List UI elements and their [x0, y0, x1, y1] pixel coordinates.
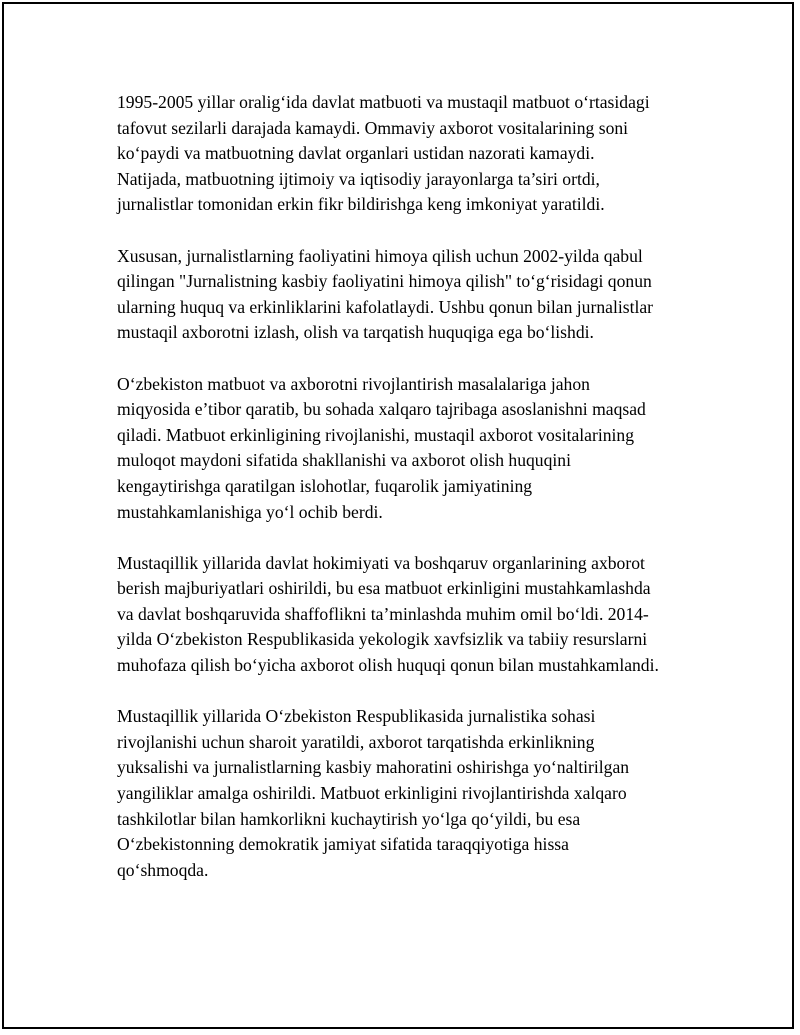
paragraph-2	[117, 244, 687, 346]
text-line: miqyosida e’tibor qaratib, bu sohada xalqaro tajribaga asoslanishni maqsad	[117, 399, 646, 420]
text-line: qiladi. Matbuot erkinligining rivojlanishi, mustaqil axborot vositalarining	[117, 424, 634, 445]
text-line: rivojlanishi uchun sharoit yaratildi, axborot tarqatishda erkinlikning	[117, 731, 595, 752]
text-line: Xususan, jurnalistlarning faoliyatini himoya qilish uchun 2002-yilda qabul	[117, 245, 643, 266]
text-line: berish majburiyatlari oshirildi, bu esa matbuot erkinligini mustahkamlashda	[117, 578, 651, 599]
text-line: yangiliklar amalga oshirildi. Matbuot erkinligini rivojlantirishda xalqaro	[117, 783, 627, 804]
text-line: va davlat boshqaruvida shaffoflikni ta’minlashda muhim omil bo‘ldi. 2014-	[117, 603, 649, 624]
text-line: muhofaza qilish bo‘yicha axborot olish huquqi qonun bilan mustahkamlandi.	[117, 655, 659, 676]
paragraph-5	[117, 704, 687, 883]
text-line: O‘zbekistonning demokratik jamiyat sifatida taraqqiyotiga hissa	[117, 834, 569, 855]
paragraph-1	[117, 90, 687, 218]
text-line: mustahkamlanishiga yo‘l ochib berdi.	[117, 501, 383, 522]
text-line: muloqot maydoni sifatida shakllanishi va axborot olish huquqini	[117, 450, 571, 471]
text-line: kengaytirishga qaratilgan islohotlar, fuqarolik jamiyatining	[117, 475, 533, 496]
text-line: 1995-2005 yillar oralig‘ida davlat matbuoti va mustaqil matbuot o‘rtasidagi	[117, 92, 650, 112]
text-line: Natijada, matbuotning ijtimoiy va iqtisodiy jarayonlarga ta’siri ortdi,	[117, 168, 600, 189]
text-line: O‘zbekiston matbuot va axborotni rivojlantirish masalalariga jahon	[117, 373, 590, 394]
text-line: ko‘paydi va matbuotning davlat organlari ustidan nazorati kamaydi.	[117, 143, 595, 164]
text-line: qo‘shmoqda.	[117, 859, 209, 880]
text-line: yuksalishi va jurnalistlarning kasbiy mahoratini oshirishga yo‘naltirilgan	[117, 757, 630, 778]
text-line: jurnalistlar tomonidan erkin fikr bildirishga keng imkoniyat yaratildi.	[117, 194, 605, 215]
text-line: Mustaqillik yillarida O‘zbekiston Respublikasida jurnalistika sohasi	[117, 706, 596, 727]
paragraph-3	[117, 372, 687, 526]
text-line: tashkilotlar bilan hamkorlikni kuchaytirish yo‘lga qo‘yildi, bu esa	[117, 808, 581, 829]
text-line: tafovut sezilarli darajada kamaydi. Ommaviy axborot vositalarining soni	[117, 117, 629, 138]
text-line: qilingan "Jurnalistning kasbiy faoliyatini himoya qilish" to‘g‘risidagi qonun	[117, 271, 652, 292]
text-line: mustaqil axborotni izlash, olish va tarqatish huquqiga ega bo‘lishdi.	[117, 322, 594, 343]
text-line: Mustaqillik yillarida davlat hokimiyati va boshqaruv organlarining axborot	[117, 552, 645, 573]
text-line: ularning huquq va erkinliklarini kafolatlaydi. Ushbu qonun bilan jurnalistlar	[117, 296, 654, 317]
document-body	[117, 90, 687, 909]
text-line: yilda O‘zbekiston Respublikasida yekologik xavfsizlik va tabiiy resurslarni	[117, 629, 648, 650]
paragraph-4	[117, 551, 687, 679]
